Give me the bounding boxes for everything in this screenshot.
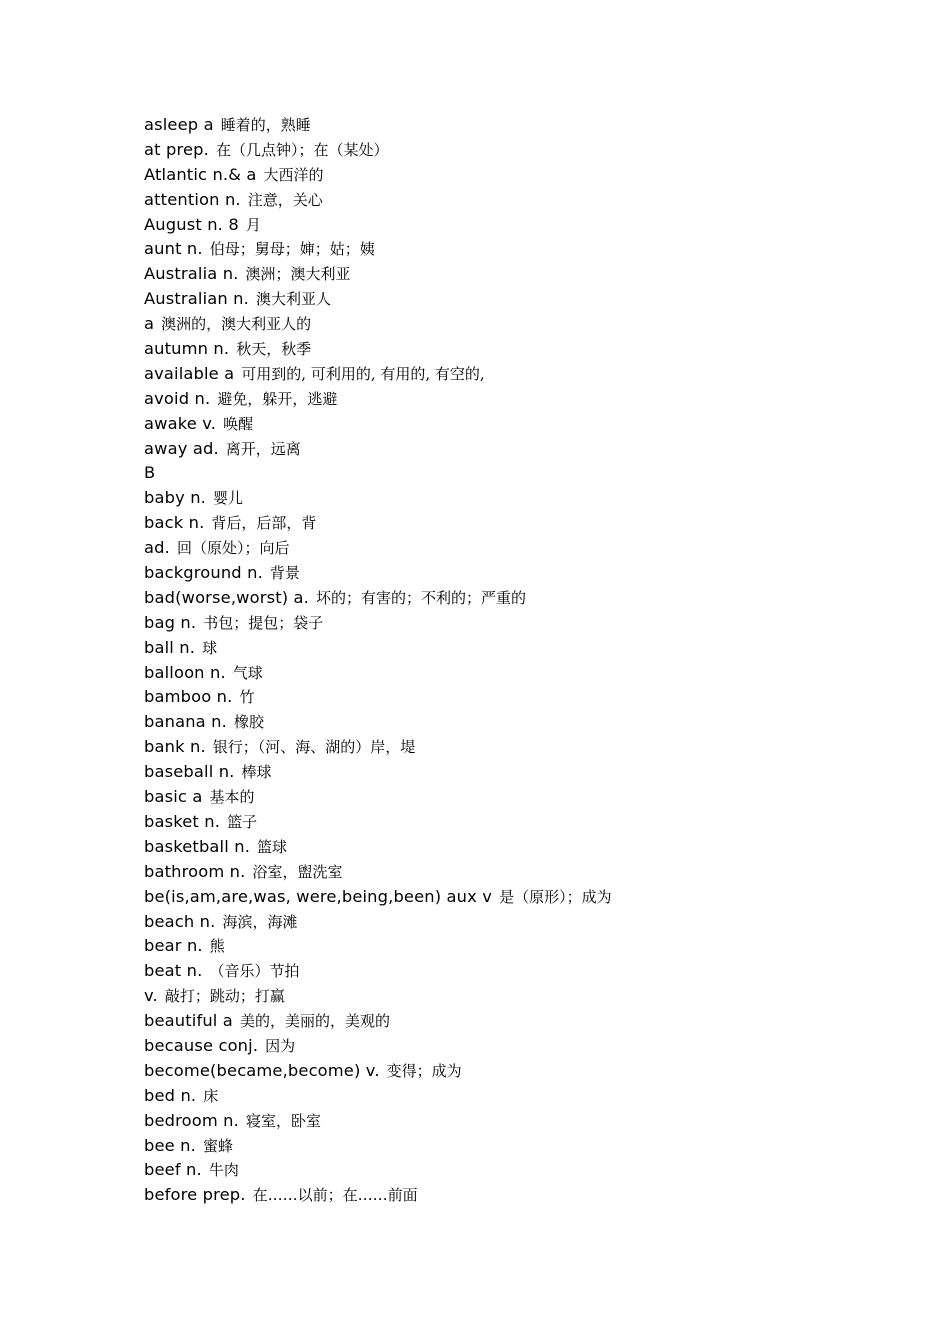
entry-english-term: bear n.	[144, 936, 203, 956]
vocab-entry	[144, 611, 612, 636]
vocab-entry	[144, 661, 612, 686]
entry-english-term: basic a	[144, 787, 203, 807]
vocab-entry	[144, 536, 612, 561]
vocab-entry	[144, 785, 612, 810]
entry-english-term: bedroom n.	[144, 1110, 239, 1130]
entry-chinese-meaning: 书包；提包；袋子	[203, 613, 324, 632]
entry-chinese-meaning: 澳洲；澳大利亚	[245, 265, 351, 284]
entry-chinese-meaning: 可用到的, 可利用的, 有用的, 有空的,	[241, 364, 485, 383]
entry-chinese-meaning: 棒球	[241, 763, 272, 782]
entry-chinese-meaning: 牛肉	[208, 1161, 239, 1180]
vocab-entry	[144, 213, 612, 238]
entry-english-term: because conj.	[144, 1035, 259, 1055]
vocabulary-list	[144, 113, 612, 1208]
entry-english-term: beautiful a	[144, 1011, 233, 1031]
entry-english-term: back n.	[144, 513, 205, 533]
vocab-entry	[144, 486, 612, 511]
vocab-entry	[144, 188, 612, 213]
entry-english-term: beat n.	[144, 961, 203, 981]
entry-english-term: attention n.	[144, 189, 241, 209]
vocab-entry	[144, 1134, 612, 1159]
vocab-entry	[144, 312, 612, 337]
entry-english-term: B	[144, 463, 156, 483]
entry-chinese-meaning: 睡着的，熟睡	[220, 116, 311, 134]
entry-english-term: v.	[144, 986, 158, 1006]
vocab-entry	[144, 1109, 612, 1134]
vocab-entry	[144, 511, 612, 536]
vocab-entry	[144, 437, 612, 462]
entry-english-term: autumn n.	[144, 339, 230, 359]
entry-chinese-meaning: 竹	[239, 688, 255, 707]
entry-chinese-meaning: 背景	[269, 564, 300, 583]
entry-chinese-meaning: 球	[202, 638, 218, 657]
entry-english-term: baby n.	[144, 488, 207, 508]
entry-english-term: Australian n.	[144, 289, 249, 309]
entry-chinese-meaning: 澳洲的，澳大利亚人的	[161, 315, 312, 334]
vocab-entry	[144, 959, 612, 984]
vocab-entry	[144, 1059, 612, 1084]
entry-english-term: ball n.	[144, 637, 196, 657]
entry-chinese-meaning: 避免，躲开，逃避	[217, 389, 338, 408]
vocab-entry	[144, 387, 612, 412]
entry-english-term: basketball n.	[144, 836, 251, 856]
vocab-entry	[144, 461, 612, 486]
vocab-entry	[144, 835, 612, 860]
vocab-entry	[144, 237, 612, 262]
entry-chinese-meaning: 海滨，海滩	[222, 912, 298, 931]
entry-english-term: aunt n.	[144, 239, 203, 259]
entry-chinese-meaning: 唤醒	[223, 414, 254, 433]
entry-english-term: available a	[144, 363, 235, 383]
entry-english-term: basket n.	[144, 811, 221, 831]
entry-english-term: ad.	[144, 538, 170, 558]
vocab-entry	[144, 262, 612, 287]
entry-english-term: August n. 8	[144, 214, 239, 234]
entry-english-term: a	[144, 314, 155, 334]
entry-chinese-meaning: 篮球	[257, 837, 288, 856]
entry-chinese-meaning: 婴儿	[213, 489, 244, 508]
entry-english-term: beach n.	[144, 911, 216, 931]
vocab-entry	[144, 810, 612, 835]
entry-chinese-meaning: 浴室，盥洗室	[252, 862, 343, 881]
entry-english-term: before prep.	[144, 1185, 246, 1205]
entry-english-term: at prep.	[144, 139, 209, 159]
entry-chinese-meaning: 大西洋的	[263, 165, 324, 184]
entry-chinese-meaning: 寝室，卧室	[245, 1111, 321, 1130]
vocab-entry	[144, 1183, 612, 1208]
vocab-entry	[144, 885, 612, 910]
entry-chinese-meaning: 澳大利亚人	[255, 290, 331, 309]
entry-english-term: asleep a	[144, 115, 214, 134]
entry-chinese-meaning: 在……以前；在……前面	[252, 1186, 418, 1205]
vocab-entry	[144, 561, 612, 586]
entry-chinese-meaning: 熊	[209, 937, 225, 956]
entry-english-term: bad(worse,worst) a.	[144, 587, 310, 607]
entry-chinese-meaning: 回（原处）；向后	[176, 539, 290, 558]
entry-english-term: baseball n.	[144, 762, 235, 782]
entry-chinese-meaning: 橡胶	[233, 713, 264, 732]
entry-chinese-meaning: 背后，后部，背	[211, 514, 317, 533]
vocab-entry	[144, 1034, 612, 1059]
vocab-entry	[144, 337, 612, 362]
entry-chinese-meaning: 床	[203, 1086, 219, 1105]
entry-english-term: Atlantic n.& a	[144, 164, 257, 184]
entry-english-term: avoid n.	[144, 388, 211, 408]
entry-english-term: bathroom n.	[144, 861, 246, 881]
entry-chinese-meaning: 美的，美丽的，美观的	[239, 1012, 390, 1031]
entry-english-term: balloon n.	[144, 662, 226, 682]
entry-chinese-meaning: 银行；（河、海、湖的）岸，堤	[212, 738, 416, 757]
entry-chinese-meaning: 因为	[265, 1036, 296, 1055]
entry-chinese-meaning: 篮子	[227, 812, 258, 831]
entry-chinese-meaning: （音乐）节拍	[209, 962, 300, 981]
vocab-entry	[144, 760, 612, 785]
entry-english-term: bank n.	[144, 737, 206, 757]
vocab-entry	[144, 163, 612, 188]
entry-english-term: be(is,am,are,was, were,being,been) aux v	[144, 886, 493, 906]
entry-english-term: background n.	[144, 563, 263, 583]
vocab-entry	[144, 586, 612, 611]
vocab-entry	[144, 1009, 612, 1034]
entry-chinese-meaning: 伯母；舅母；婶；姑；姨	[209, 240, 375, 259]
vocab-entry	[144, 138, 612, 163]
vocab-entry	[144, 1158, 612, 1183]
entry-english-term: bee n.	[144, 1135, 196, 1155]
entry-english-term: bag n.	[144, 612, 197, 632]
vocab-entry	[144, 685, 612, 710]
entry-chinese-meaning: 月	[245, 215, 261, 234]
entry-chinese-meaning: 敲打；跳动；打赢	[164, 987, 285, 1006]
vocab-entry	[144, 287, 612, 312]
vocab-entry	[144, 860, 612, 885]
entry-chinese-meaning: 秋天，秋季	[236, 340, 312, 359]
entry-english-term: banana n.	[144, 712, 227, 732]
entry-chinese-meaning: 坏的；有害的；不利的；严重的	[316, 588, 527, 607]
vocab-entry	[144, 735, 612, 760]
entry-english-term: become(became,become) v.	[144, 1060, 380, 1080]
entry-chinese-meaning: 基本的	[209, 788, 255, 807]
entry-english-term: away ad.	[144, 438, 219, 458]
vocab-entry	[144, 113, 612, 138]
entry-chinese-meaning: 变得；成为	[386, 1061, 462, 1080]
entry-english-term: bamboo n.	[144, 687, 233, 707]
vocab-entry	[144, 984, 612, 1009]
vocab-entry	[144, 1084, 612, 1109]
entry-english-term: beef n.	[144, 1160, 202, 1180]
entry-english-term: awake v.	[144, 413, 217, 433]
entry-chinese-meaning: 蜜蜂	[202, 1136, 233, 1155]
entry-chinese-meaning: 是（原形）；成为	[499, 887, 612, 906]
entry-chinese-meaning: 注意，关心	[247, 190, 323, 209]
entry-english-term: Australia n.	[144, 264, 239, 284]
entry-chinese-meaning: 在（几点钟）；在（某处）	[215, 140, 389, 159]
entry-english-term: bed n.	[144, 1085, 197, 1105]
vocab-entry	[144, 710, 612, 735]
vocab-entry	[144, 910, 612, 935]
vocab-entry	[144, 636, 612, 661]
vocab-entry	[144, 362, 612, 387]
vocab-entry	[144, 412, 612, 437]
entry-chinese-meaning: 气球	[232, 663, 263, 682]
entry-chinese-meaning: 离开，远离	[225, 439, 301, 458]
vocab-entry	[144, 934, 612, 959]
